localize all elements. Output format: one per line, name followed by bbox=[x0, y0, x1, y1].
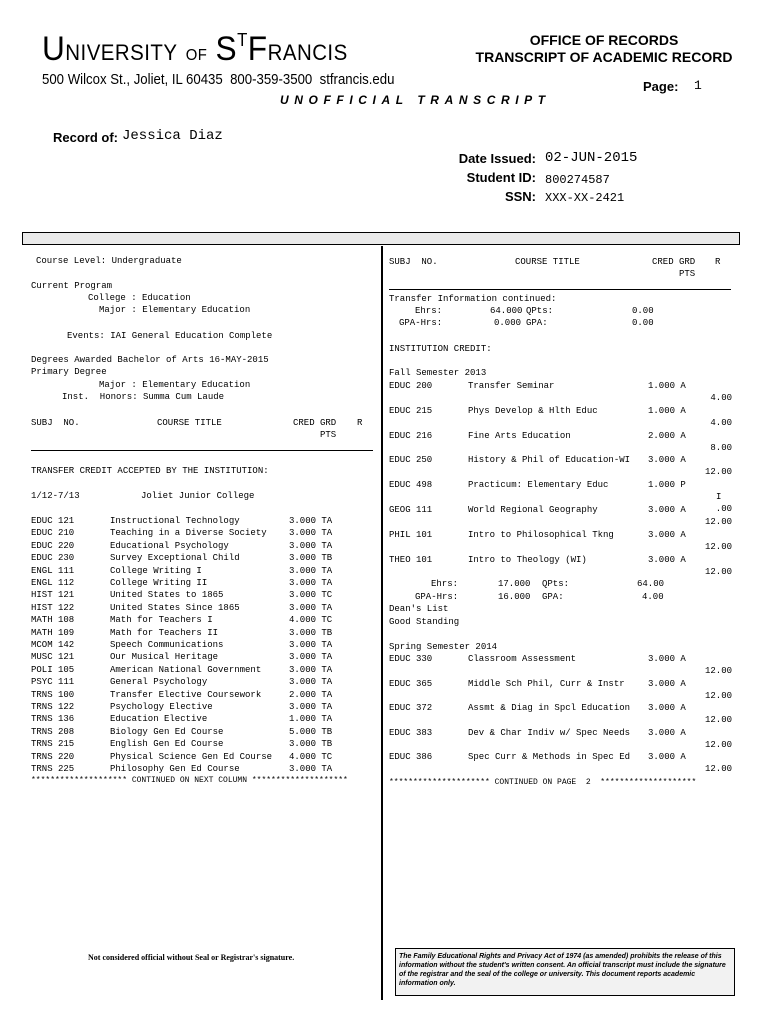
course-cred-grade: 3.000 A bbox=[648, 728, 686, 738]
course-subj: PSYC 111 bbox=[31, 677, 75, 687]
course-cred-grade: 3.000 A bbox=[648, 654, 686, 664]
course-subj: GEOG 111 bbox=[389, 505, 433, 515]
course-title: Psychology Elective bbox=[110, 702, 213, 712]
course-subj: HIST 122 bbox=[31, 603, 75, 613]
continued-on-page: ********************* CONTINUED ON PAGE 2 ******************** bbox=[389, 778, 697, 787]
course-subj: EDUC 220 bbox=[31, 541, 75, 551]
course-subj: TRNS 225 bbox=[31, 764, 75, 774]
course-cred-grade: 3.000 TA bbox=[289, 677, 333, 687]
course-subj: PHIL 101 bbox=[389, 530, 433, 540]
course-subj: EDUC 383 bbox=[389, 728, 433, 738]
transfer-qpts-value: 0.00 bbox=[632, 306, 654, 316]
course-cred-grade: 1.000 TA bbox=[289, 714, 333, 724]
course-cred-grade: 4.000 TC bbox=[289, 615, 333, 625]
major: Major : Elementary Education bbox=[99, 305, 251, 315]
course-title: English Gen Ed Course bbox=[110, 739, 224, 749]
office-heading bbox=[470, 32, 738, 66]
col-header-title-right: COURSE TITLE bbox=[515, 257, 580, 267]
course-title: Phys Develop & Hlth Educ bbox=[468, 406, 598, 416]
column-divider bbox=[381, 246, 383, 1000]
transfer-ehrs-label: Ehrs: bbox=[415, 306, 443, 316]
course-subj: EDUC 498 bbox=[389, 480, 433, 490]
degree-major: Major : Elementary Education bbox=[99, 380, 251, 390]
course-title: Intro to Theology (WI) bbox=[468, 555, 587, 565]
college: College : Education bbox=[88, 293, 191, 303]
good-standing: Good Standing bbox=[389, 617, 460, 627]
col-header-pts: PTS bbox=[320, 430, 337, 440]
fall-gpa-label: GPA: bbox=[542, 592, 564, 602]
col-header-cred: CRED GRD bbox=[293, 418, 337, 428]
transfer-gpahrs-value: 0.000 bbox=[494, 318, 522, 328]
fall-ehrs-value: 17.000 bbox=[498, 579, 531, 589]
student-id-value: 800274587 bbox=[545, 173, 610, 187]
course-cred-grade: 1.000 A bbox=[648, 406, 686, 416]
course-title: College Writing II bbox=[110, 578, 208, 588]
course-subj: EDUC 210 bbox=[31, 528, 75, 538]
course-subj: MATH 108 bbox=[31, 615, 75, 625]
transfer-ehrs-value: 64.000 bbox=[490, 306, 523, 316]
course-subj: TRNS 215 bbox=[31, 739, 75, 749]
course-cred-grade: 5.000 TB bbox=[289, 727, 333, 737]
course-cred-grade: 3.000 A bbox=[648, 679, 686, 689]
course-subj: EDUC 372 bbox=[389, 703, 433, 713]
col-header-subj-right: SUBJ NO. bbox=[389, 257, 438, 267]
course-points: 12.00 bbox=[705, 517, 733, 527]
current-program: Current Program bbox=[31, 281, 113, 291]
events: Events: IAI General Education Complete bbox=[67, 331, 273, 341]
course-points: 12.00 bbox=[705, 740, 733, 750]
col-header-cred-right: CRED GRD bbox=[652, 257, 696, 267]
course-subj: EDUC 386 bbox=[389, 752, 433, 762]
course-subj: TRNS 220 bbox=[31, 752, 75, 762]
course-subj: EDUC 200 bbox=[389, 381, 433, 391]
course-subj: HIST 121 bbox=[31, 590, 75, 600]
transfer-gpa-value: 0.00 bbox=[632, 318, 654, 328]
course-title: Assmt & Diag in Spcl Education bbox=[468, 703, 631, 713]
course-cred-grade: 3.000 A bbox=[648, 505, 686, 515]
course-subj: THEO 101 bbox=[389, 555, 433, 565]
course-points: 12.00 bbox=[705, 715, 733, 725]
course-title: Biology Gen Ed Course bbox=[110, 727, 224, 737]
course-cred-grade: 3.000 TA bbox=[289, 566, 333, 576]
transfer-school: Joliet Junior College bbox=[141, 491, 255, 501]
course-title: Educational Psychology bbox=[110, 541, 229, 551]
not-official-notice: Not considered official without Seal or Registrar's signature. bbox=[88, 953, 295, 962]
course-points: .00 bbox=[715, 504, 732, 514]
course-cred-grade: 3.000 TA bbox=[289, 702, 333, 712]
course-title: Our Musical Heritage bbox=[110, 652, 219, 662]
fall-term: Fall Semester 2013 bbox=[389, 368, 487, 378]
course-title: Instructional Technology bbox=[110, 516, 240, 526]
course-title: Education Elective bbox=[110, 714, 208, 724]
course-cred-grade: 4.000 TC bbox=[289, 752, 333, 762]
course-subj: TRNS 100 bbox=[31, 690, 75, 700]
deans-list: Dean's List bbox=[389, 604, 449, 614]
transfer-gpahrs-label: GPA-Hrs: bbox=[399, 318, 443, 328]
office-of-records: OFFICE OF RECORDS bbox=[529, 32, 679, 48]
course-title: Math for Teachers II bbox=[110, 628, 219, 638]
course-title: Survey Exceptional Child bbox=[110, 553, 240, 563]
course-cred-grade: 3.000 TA bbox=[289, 541, 333, 551]
course-cred-grade: 3.000 TA bbox=[289, 578, 333, 588]
col-header-pts-right: PTS bbox=[679, 269, 696, 279]
ssn-value: XXX-XX-2421 bbox=[545, 191, 625, 205]
student-name: Jessica Diaz bbox=[122, 128, 223, 144]
course-cred-grade: 1.000 A bbox=[648, 381, 686, 391]
transfer-dates: 1/12-7/13 bbox=[31, 491, 80, 501]
course-cred-grade: 3.000 TA bbox=[289, 516, 333, 526]
date-issued-label: Date Issued: bbox=[458, 151, 536, 166]
course-cred-grade: 3.000 TB bbox=[289, 553, 333, 563]
course-subj: ENGL 111 bbox=[31, 566, 75, 576]
course-subj: EDUC 230 bbox=[31, 553, 75, 563]
course-title: Philosophy Gen Ed Course bbox=[110, 764, 240, 774]
course-cred-grade: 3.000 TA bbox=[289, 528, 333, 538]
spring-term: Spring Semester 2014 bbox=[389, 642, 498, 652]
course-title: Speech Communications bbox=[110, 640, 224, 650]
course-subj: TRNS 122 bbox=[31, 702, 75, 712]
degrees-awarded: Degrees Awarded Bachelor of Arts 16-MAY-2015 bbox=[31, 355, 269, 365]
transfer-gpa-label: GPA: bbox=[526, 318, 548, 328]
unofficial-transcript-label: UNOFFICIAL TRANSCRIPT bbox=[280, 93, 551, 107]
course-cred-grade: 3.000 A bbox=[648, 703, 686, 713]
course-cred-grade: 3.000 TA bbox=[289, 652, 333, 662]
course-subj: EDUC 365 bbox=[389, 679, 433, 689]
course-subj: EDUC 250 bbox=[389, 455, 433, 465]
continued-next-column: ******************** CONTINUED ON NEXT COLUMN ******************** bbox=[31, 776, 348, 785]
transfer-continued: Transfer Information continued: bbox=[389, 294, 557, 304]
col-header-r-right: R bbox=[715, 257, 721, 267]
course-title: Teaching in a Diverse Society bbox=[110, 528, 267, 538]
university-address: 500 Wilcox St., Joliet, IL 60435 800-359-3500 stfrancis.edu bbox=[42, 71, 395, 88]
student-id-label: Student ID: bbox=[466, 170, 536, 185]
course-title: Intro to Philosophical Tkng bbox=[468, 530, 614, 540]
course-title: Dev & Char Indiv w/ Spec Needs bbox=[468, 728, 631, 738]
course-cred-grade: 3.000 A bbox=[648, 555, 686, 565]
primary-degree: Primary Degree bbox=[31, 367, 107, 377]
ssn-label: SSN: bbox=[504, 189, 536, 204]
fall-ehrs-label: Ehrs: bbox=[431, 579, 459, 589]
course-title: United States Since 1865 bbox=[110, 603, 240, 613]
transfer-heading: TRANSFER CREDIT ACCEPTED BY THE INSTITUTION: bbox=[31, 466, 269, 476]
col-header-r: R bbox=[357, 418, 363, 428]
course-subj: EDUC 330 bbox=[389, 654, 433, 664]
course-cred-grade: 2.000 TA bbox=[289, 690, 333, 700]
privacy-notice: The Family Educational Rights and Privacy Act of 1974 (as amended) prohibits the release of this information without the student's written consent. An official transcript must include the signature of the registrar and the seal of the college or university. This document reports academic information only. bbox=[395, 948, 735, 996]
course-title: Middle Sch Phil, Curr & Instr bbox=[468, 679, 625, 689]
course-points: 4.00 bbox=[710, 418, 732, 428]
course-subj: TRNS 208 bbox=[31, 727, 75, 737]
course-title: Physical Science Gen Ed Course bbox=[110, 752, 273, 762]
course-subj: MUSC 121 bbox=[31, 652, 75, 662]
course-title: General Psychology bbox=[110, 677, 208, 687]
course-title: Math for Teachers I bbox=[110, 615, 213, 625]
course-title: Transfer Elective Coursework bbox=[110, 690, 262, 700]
course-points: 12.00 bbox=[705, 542, 733, 552]
header-separator-bar bbox=[22, 232, 740, 245]
honors: Inst. Honors: Summa Cum Laude bbox=[62, 392, 225, 402]
transcript-title: TRANSCRIPT OF ACADEMIC RECORD bbox=[475, 49, 733, 65]
record-of-label: Record of: bbox=[53, 130, 118, 145]
course-points: 8.00 bbox=[710, 443, 732, 453]
course-cred-grade: 3.000 TA bbox=[289, 665, 333, 675]
course-points: 12.00 bbox=[705, 764, 733, 774]
course-title: History & Phil of Education-WI bbox=[468, 455, 631, 465]
course-subj: EDUC 216 bbox=[389, 431, 433, 441]
institution-credit: INSTITUTION CREDIT: bbox=[389, 344, 492, 354]
fall-qpts-value: 64.00 bbox=[637, 579, 665, 589]
course-subj: POLI 105 bbox=[31, 665, 75, 675]
course-level: Course Level: Undergraduate bbox=[36, 256, 182, 266]
course-cred-grade: 3.000 TC bbox=[289, 590, 333, 600]
course-title: Spec Curr & Methods in Spec Ed bbox=[468, 752, 631, 762]
fall-gpa-value: 4.00 bbox=[642, 592, 664, 602]
fall-gpahrs-value: 16.000 bbox=[498, 592, 531, 602]
course-subj: MATH 109 bbox=[31, 628, 75, 638]
course-title: Transfer Seminar bbox=[468, 381, 555, 391]
header-rule-right bbox=[389, 289, 731, 290]
course-points: 12.00 bbox=[705, 467, 733, 477]
course-subj: TRNS 136 bbox=[31, 714, 75, 724]
course-cred-grade: 3.000 TA bbox=[289, 603, 333, 613]
course-cred-grade: 3.000 A bbox=[648, 530, 686, 540]
course-subj: EDUC 215 bbox=[389, 406, 433, 416]
course-points: 12.00 bbox=[705, 666, 733, 676]
course-title: World Regional Geography bbox=[468, 505, 598, 515]
course-title: College Writing I bbox=[110, 566, 202, 576]
course-subj: MCOM 142 bbox=[31, 640, 75, 650]
course-points: 12.00 bbox=[705, 567, 733, 577]
course-repeat-flag: I bbox=[716, 492, 722, 502]
col-header-title: COURSE TITLE bbox=[157, 418, 222, 428]
course-cred-grade: 3.000 TB bbox=[289, 739, 333, 749]
course-points: 4.00 bbox=[710, 393, 732, 403]
header-rule bbox=[31, 450, 373, 451]
course-title: American National Government bbox=[110, 665, 262, 675]
university-name: UNIVERSITY OF $S^TFRANCIS$ bbox=[42, 30, 348, 68]
course-cred-grade: 1.000 P bbox=[648, 480, 686, 490]
course-subj: EDUC 121 bbox=[31, 516, 75, 526]
date-issued-value: 02-JUN-2015 bbox=[545, 150, 638, 166]
course-cred-grade: 3.000 A bbox=[648, 455, 686, 465]
transfer-qpts-label: QPts: bbox=[526, 306, 554, 316]
course-points: 12.00 bbox=[705, 691, 733, 701]
course-cred-grade: 3.000 TA bbox=[289, 764, 333, 774]
course-cred-grade: 3.000 A bbox=[648, 752, 686, 762]
course-title: Fine Arts Education bbox=[468, 431, 571, 441]
page-label: Page: bbox=[643, 79, 679, 94]
course-title: Classroom Assessment bbox=[468, 654, 577, 664]
course-subj: ENGL 112 bbox=[31, 578, 75, 588]
course-cred-grade: 3.000 TB bbox=[289, 628, 333, 638]
course-title: Practicum: Elementary Educ bbox=[468, 480, 609, 490]
course-title: United States to 1865 bbox=[110, 590, 224, 600]
col-header-subj: SUBJ NO. bbox=[31, 418, 80, 428]
course-cred-grade: 3.000 TA bbox=[289, 640, 333, 650]
page-number: 1 bbox=[694, 78, 702, 93]
fall-gpahrs-label: GPA-Hrs: bbox=[415, 592, 459, 602]
fall-qpts-label: QPts: bbox=[542, 579, 570, 589]
course-cred-grade: 2.000 A bbox=[648, 431, 686, 441]
